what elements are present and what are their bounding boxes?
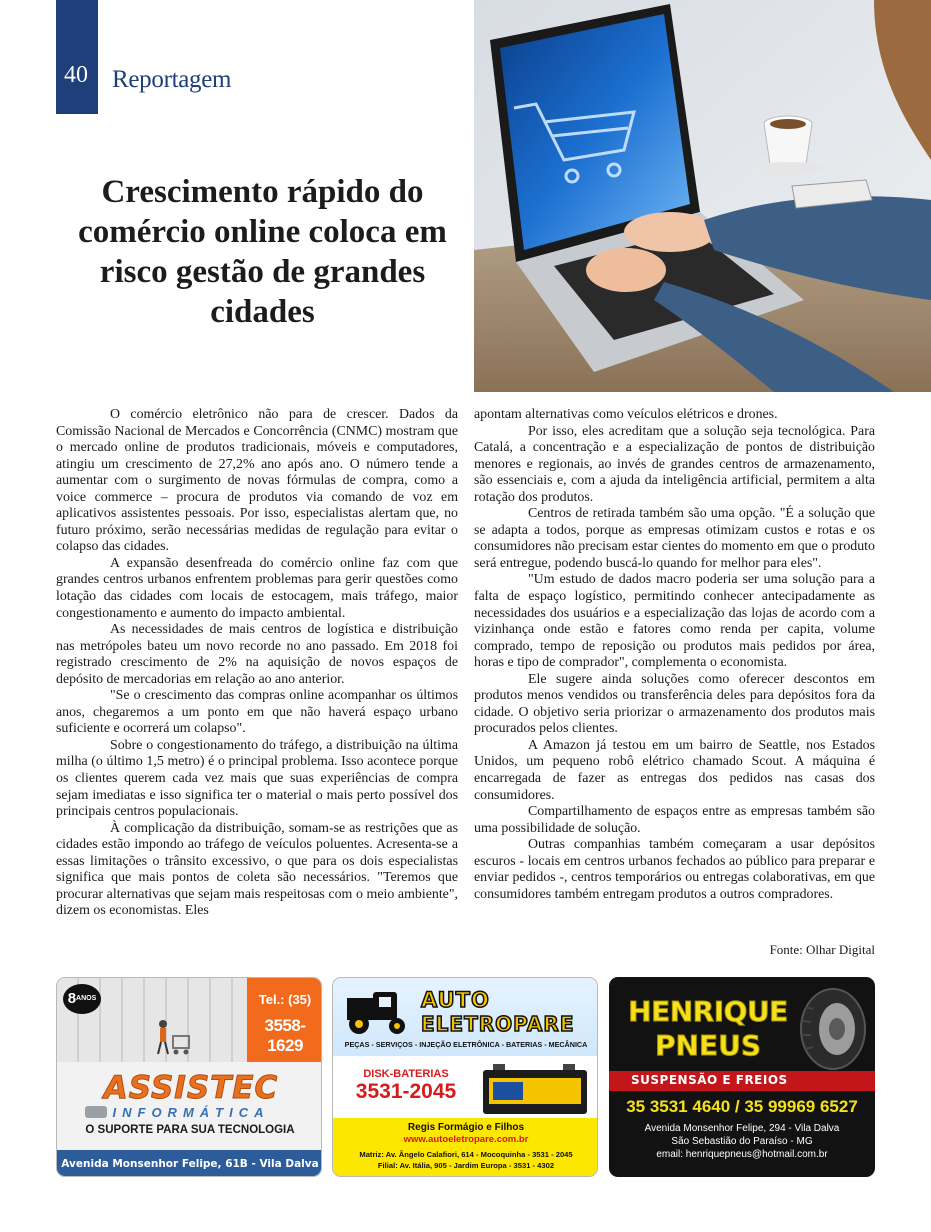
article-photo	[474, 0, 931, 392]
phone-number: 3558-1629	[264, 1016, 306, 1055]
page-number-tab	[56, 0, 98, 114]
address-matriz: Matriz: Av. Ângelo Calafiori, 614 - Mocoquinha - 3531 - 2045	[359, 1150, 573, 1159]
tagline: SUSPENSÃO E FREIOS	[631, 1073, 788, 1087]
article-column-left	[56, 407, 458, 920]
phone-numbers: 35 3531 4640 / 35 99969 6527	[626, 1097, 858, 1116]
ad-henrique-pneus[interactable]	[609, 977, 875, 1177]
paragraph: "Um estudo de dados macro poderia ser uma solução para a falta de espaço logístico, permitindo conhecer antecipadamente as necessidades dos usuários e a especialização das lojas de acordo com a vizinhança onde estão e fatores como renda per capita, volume comprado, tempo de reposição ou produtos mais pedidos por área, horas e tipo de comprador", complementa o economista.	[474, 572, 875, 671]
brand-line1: HENRIQUE	[628, 995, 788, 1028]
phone-box	[247, 978, 322, 1062]
address-line2: São Sebastião do Paraíso - MG	[671, 1136, 813, 1147]
disk-label: DISK-BATERIAS	[363, 1068, 449, 1080]
email-link[interactable]: email: henriquepneus@hotmail.com.br	[656, 1149, 828, 1160]
page-number: 40	[64, 62, 88, 88]
paragraph: A expansão desenfreada do comércio online faz com que grandes centros urbanos enfrentem problemas para gerir questões como lotação das cidades com locais de estocagem, mais tráfego, maior congestionamento e aumento do impacto ambiental.	[56, 555, 458, 621]
services-list: PEÇAS - SERVIÇOS - INJEÇÃO ELETRÔNICA - BATERIAS - MECÂNICA	[344, 1040, 588, 1049]
phone-number: 3531-2045	[355, 1080, 457, 1103]
anniversary-badge	[63, 984, 101, 1014]
paragraph: À complicação da distribuição, somam-se as restrições que as cidades estão impondo ao tráfego de veículos poluentes. Acresenta-se a essas limitações o trânsito excessivo, o que para os dois especialistas significa que mais pontos de coleta são necessários. "Teremos que procurar alternativas que sejam mais respeitosas com o meio ambiente", dizem os economistas. Eles	[56, 820, 458, 919]
website-link[interactable]: www.autoeletropare.com.br	[403, 1134, 529, 1145]
ad-auto-eletropare[interactable]	[332, 977, 598, 1177]
paragraph: As necessidades de mais centros de logística e distribuição nas metrópoles bateu um novo recorde no ano passado. Em 2018 foi registrado crescimento de 2% na aquisição de novos espaços de depósito de mercadorias em relação ao ano anterior.	[56, 622, 458, 687]
laptop-shopping-cart-photo	[474, 0, 931, 392]
badge-label: ANOS	[76, 995, 97, 1002]
article-column-right	[474, 407, 875, 903]
shopping-figures-icon	[151, 1018, 193, 1058]
brand-line2: PNEUS	[655, 1029, 761, 1062]
article-title: Crescimento rápido do comércio online coloca em risco gestão de grandes cidades	[78, 174, 447, 330]
badge-number: 8	[67, 990, 77, 1007]
paragraph: Centros de retirada também são uma opção. "É a solução que se adapta a todos, porque as empresas otimizam custos e rotas e os consumidores não precisam estar cientes do momento em que o produto será entregue, podendo buscá-lo quando for melhor para eles".	[474, 506, 875, 571]
tractor-icon	[343, 988, 415, 1036]
paragraph: Ele sugere ainda soluções como oferecer descontos em produtos menos vendidos ou transferência deles para depósitos fora da cidade. O objetivo seria priorizar o armazenamento dos produtos mais procurados pelos clientes.	[474, 671, 875, 737]
paragraph: Outras companhias também começaram a usar depósitos escuros - locais em centros urbanos fechados ao público para preparar e enviar pedidos -, centros temporários ou entregas colaborativas, em que consumidores também entregam produtos a outros compradores.	[474, 837, 875, 902]
brand-line2: ELETROPARE	[421, 1012, 575, 1036]
brand-line1: AUTO	[421, 988, 490, 1012]
paragraph: A Amazon já testou em um bairro de Seattle, nos Estados Unidos, um pequeno robô elétrico chamado Scout. A máquina é encarregada de fazer as entregas dos pedidos nas casas dos consumidores.	[474, 737, 875, 803]
ad-address: Avenida Monsenhor Felipe, 61B - Vila Dalva	[57, 1150, 322, 1177]
paragraph: Por isso, eles acreditam que a solução seja tecnológica. Para Catalá, a concentração e a especialização de pontos de distribuição menores e regionais, ao invés de grandes centros de armazenamento, são essenciais e, com a ajuda da inteligência artificial, permitem a alta rotação dos produtos.	[474, 423, 875, 505]
paragraph: apontam alternativas como veículos elétricos e drones.	[474, 407, 778, 422]
battery-icon	[479, 1062, 591, 1116]
owner-name: Regis Formágio e Filhos	[407, 1122, 525, 1133]
address-filial: Filial: Av. Itália, 905 - Jardim Europa - 3531 - 4302	[377, 1161, 555, 1170]
informatica-label: INFORMÁTICA	[112, 1105, 270, 1120]
tire-icon	[793, 987, 869, 1071]
article-source: Fonte: Olhar Digital	[769, 942, 875, 957]
section-title: Reportagem	[112, 66, 232, 93]
paragraph: O comércio eletrônico não para de crescer. Dados da Comissão Nacional de Mercados e Concorrência (CNMC) mostram que o mercado online de produtos tradicionais, móveis e computadores, atingiu um crescimento de 27,2% ano após ano. O número tende a aumentar com o surgimento de novas fórmulas de compra, como a voice commerce – procura de produtos via comando de voz em aplicativos assistentes pessoais. Por isso, especialistas alertam que, no futuro próximo, serão necessárias medidas de regulação para evitar o colapso das cidades.	[56, 407, 458, 555]
address-line1: Avenida Monsenhor Felipe, 294 - Vila Dalva	[644, 1123, 840, 1134]
paragraph: Sobre o congestionamento do tráfego, a distribuição na última milha (o último 1,5 metro) é o principal problema. Isso acontece porque os clientes querem cada vez mais que suas experiências de compra sejam imediatas e isso significa ter o material o mais perto possível dos principais centros populacionais.	[56, 737, 458, 820]
ad-assistec[interactable]	[56, 977, 322, 1177]
tel-label: Tel.: (35)	[258, 992, 312, 1007]
paragraph: "Se o crescimento das compras online acompanhar os últimos anos, chegaremos a um ponto em que não haverá espaço urbano suficiente e ocorrerá um colapso".	[56, 688, 458, 737]
paragraph: Compartilhamento de espaços entre as empresas também são uma possibilidade de solução.	[474, 804, 875, 836]
ad-slogan: O SUPORTE PARA SUA TECNOLOGIA	[85, 1124, 295, 1136]
assistec-logo: ASSISTEC	[103, 1070, 279, 1106]
